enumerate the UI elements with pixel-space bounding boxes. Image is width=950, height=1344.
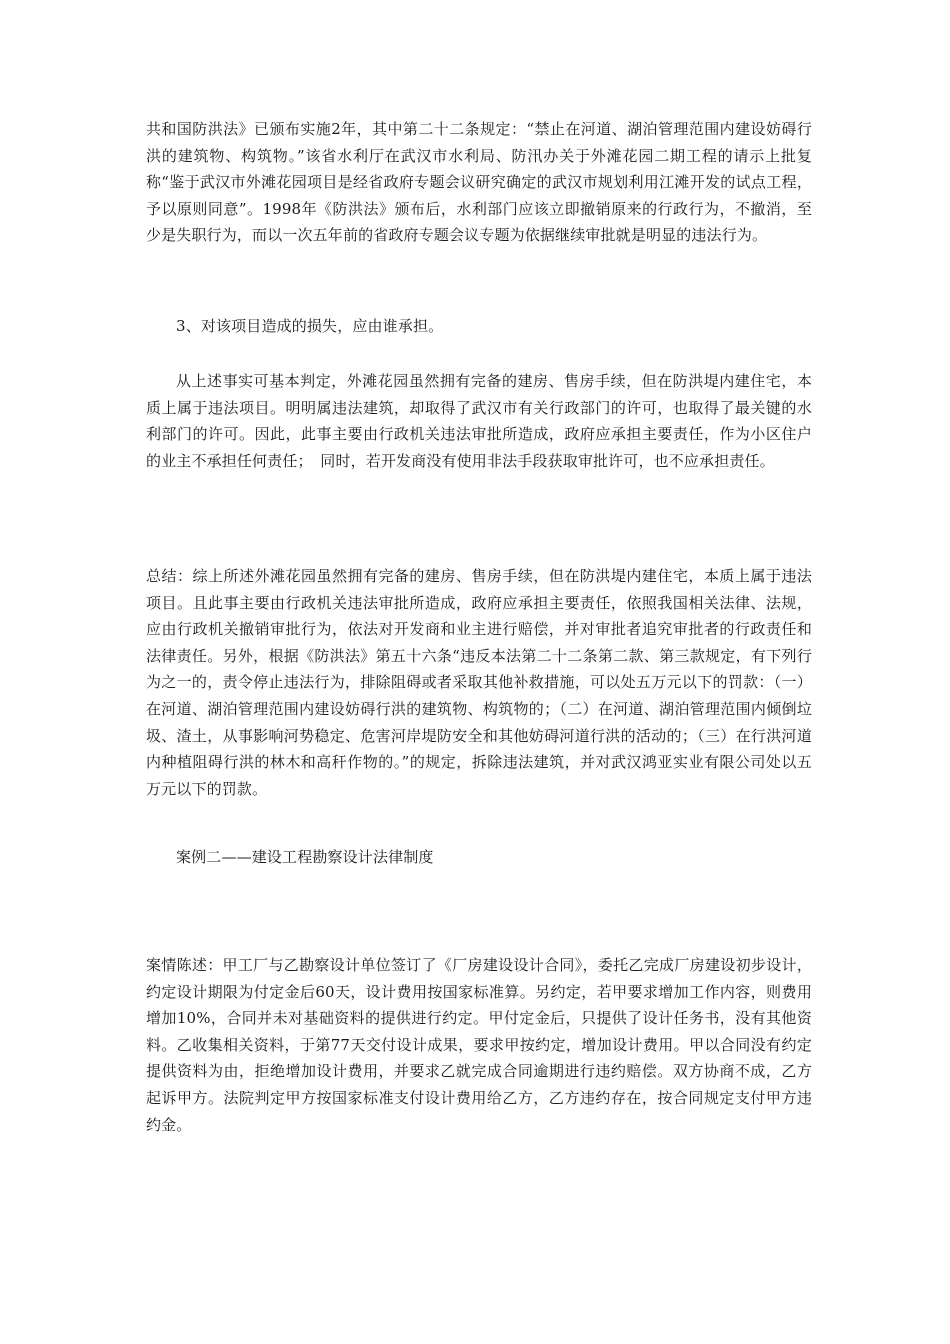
case-two-heading: 案例二——建设工程勘察设计法律制度: [176, 848, 434, 866]
paragraph-case-facts: 案情陈述：甲工厂与乙勘察设计单位签订了《厂房建设设计合同》，委托乙完成厂房建设初步设计，约定设计期限为付定金后60天，设计费用按国家标准算。另约定，若甲要求增加工作内容，则费用增加10%，合同并未对基础资料的提供进行约定。甲付定金后，只提供了设计任务书，没有其他资料。乙收集相关资料，于第77天交付设计成果，要求甲按约定，增加设计费用。甲以合同没有约定提供资料为由，拒绝增加设计费用，并要求乙就完成合同逾期进行违约赔偿。双方协商不成，乙方起诉甲方。法院判定甲方按国家标准支付设计费用给乙方，乙方违约存在，按合同规定支付甲方违约金。: [146, 956, 812, 1134]
paragraph-flood-law-violation: 共和国防洪法》已颁布实施2年，其中第二十二条规定：“禁止在河道、湖泊管理范围内建设妨碍行洪的建筑物、构筑物。”该省水利厅在武汉市水利局、防汛办关于外滩花园二期工程的请示上批复称“鉴于武汉市外滩花园项目是经省政府专题会议研究确定的武汉市规划利用江滩开发的试点工程，予以原则同意”。1998年《防洪法》颁布后，水利部门应该立即撤销原来的行政行为，不撤消，至少是失职行为，而以一次五年前的省政府专题会议专题为依据继续审批就是明显的违法行为。: [146, 120, 812, 245]
paragraph-liability-analysis: 从上述事实可基本判定，外滩花园虽然拥有完备的建房、售房手续，但在防洪堤内建住宅，本质上属于违法项目。明明属违法建筑，却取得了武汉市有关行政部门的许可，也取得了最关键的水利部门的许可。因此，此事主要由行政机关违法审批所造成，政府应承担主要责任，作为小区住户的业主不承担任何责任； 同时，若开发商没有使用非法手段获取审批许可，也不应承担责任。: [146, 372, 812, 470]
paragraph-summary: 总结：综上所述外滩花园虽然拥有完备的建房、售房手续，但在防洪堤内建住宅，本质上属于违法项目。且此事主要由行政机关违法审批所造成，政府应承担主要责任，依照我国相关法律、法规，应由行政机关撤销审批行为，依法对开发商和业主进行赔偿，并对审批者追究审批者的行政责任和法律责任。另外，根据《防洪法》第五十六条“违反本法第二十二条第二款、第三款规定，有下列行为之一的，责令停止违法行为，排除阻碍或者采取其他补救措施，可以处五万元以下的罚款：（一）在河道、湖泊管理范围内建设妨碍行洪的建筑物、构筑物的；（二）在河道、湖泊管理范围内倾倒垃圾、渣土，从事影响河势稳定、危害河岸堤防安全和其他妨碍河道行洪的活动的；（三）在行洪河道内种植阻碍行洪的林木和高秆作物的。”的规定，拆除违法建筑，并对武汉鸿亚实业有限公司处以五万元以下的罚款。: [146, 567, 812, 798]
section-heading-liability: 3、对该项目造成的损失，应由谁承担。: [176, 317, 444, 335]
